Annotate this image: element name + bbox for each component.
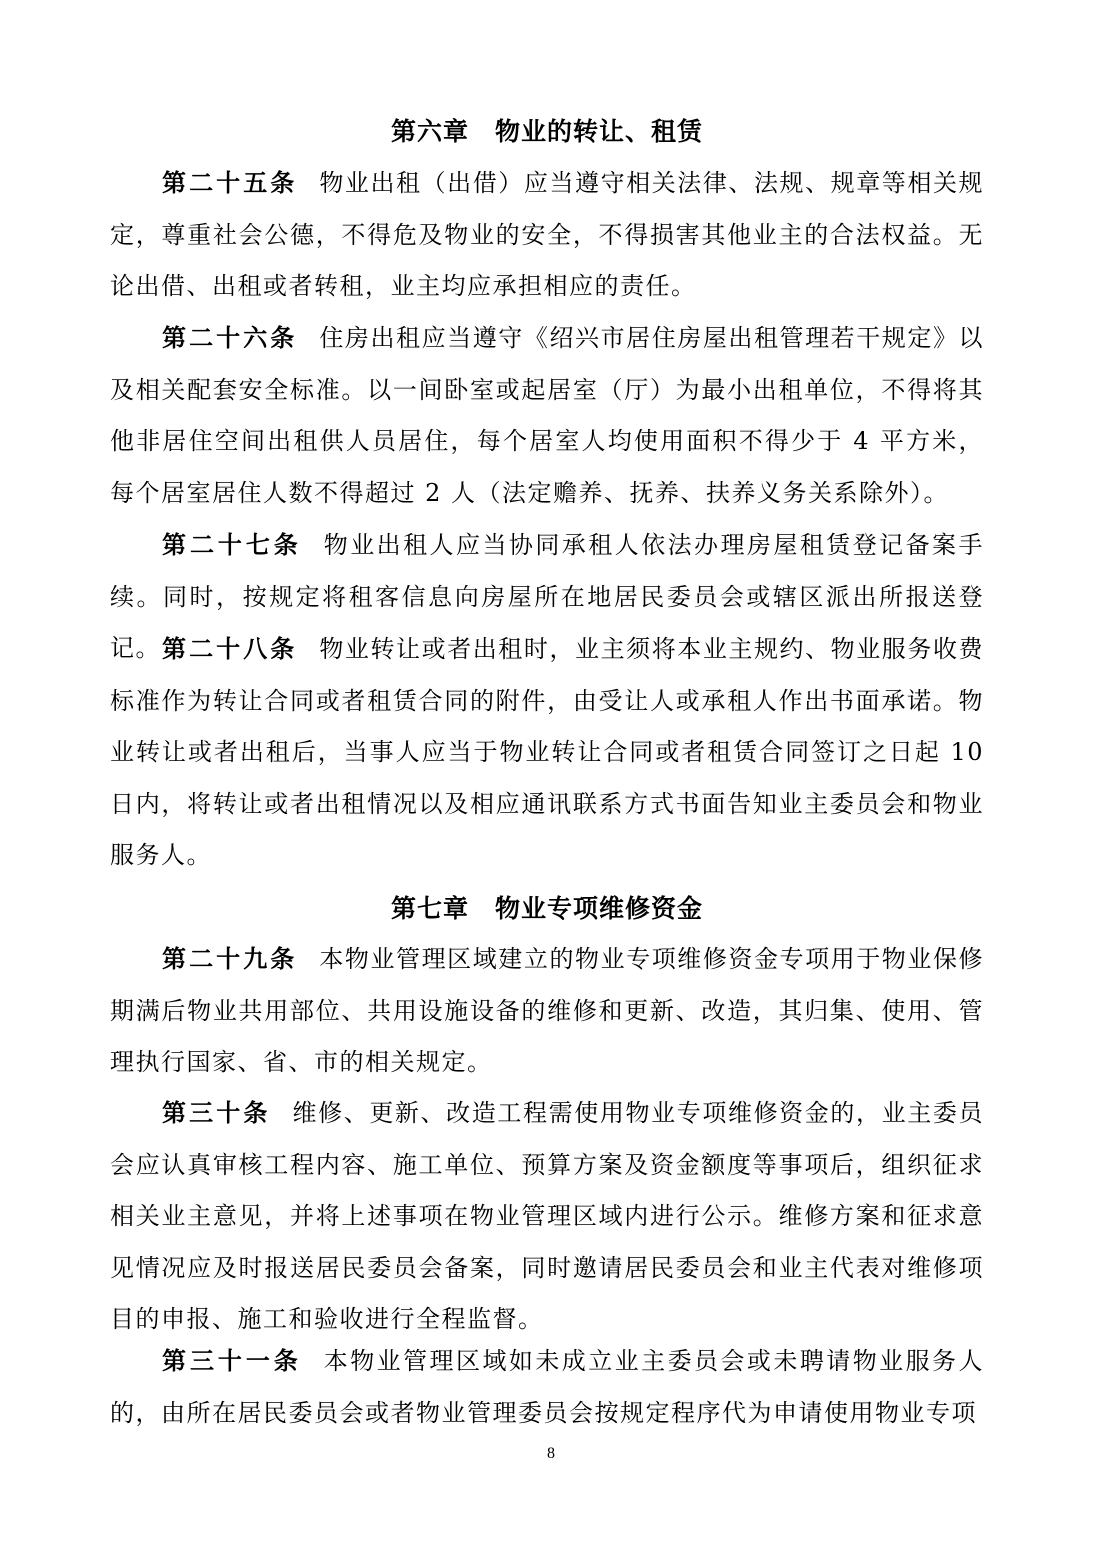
article-text: 本物业管理区域如未成立业主委员会或未聘请物业服务人的，由所在居民委员会或者物业管理委员会按规定程序代为申请使用物业专项 <box>110 1347 985 1427</box>
article-label: 第二十五条 <box>162 169 298 197</box>
article-text: 维修、更新、改造工程需使用物业专项维修资金的，业主委员会应认真审核工程内容、施工单位、预算方案及资金额度等事项后，组织征求相关业主意见，并将上述事项在物业管理区域内进行公示。维修方案和征求意见情况应及时报送居民委员会备案，同时邀请居民委员会和业主代表对维修项目的申报、施工和验收进行全程监督。 <box>110 1099 985 1333</box>
article-28 <box>110 624 984 882</box>
article-31 <box>110 1336 984 1439</box>
article-label: 第二十八条 <box>162 635 298 663</box>
chapter-title-6: 第六章 物业的转让、租赁 <box>390 117 703 146</box>
article-label: 第二十九条 <box>162 945 298 973</box>
article-label: 第三十一条 <box>162 1347 302 1375</box>
article-text: 物业出租人应当协同承租人依法办理房屋租赁登记备案手续。同时，按规定将租客信息向房屋所在地居民委员会或辖区派出所报送登记。 <box>110 531 985 662</box>
article-30 <box>110 1088 984 1346</box>
article-label: 第二十七条 <box>162 531 302 559</box>
article-text: 住房出租应当遵守《绍兴市居住房屋出租管理若干规定》以及相关配套安全标准。以一间卧室或起居室（厅）为最小出租单位，不得将其他非居住空间出租供人员居住，每个居室人均使用面积不得少于 4 平方米，每个居室居住人数不得超过 2 人（法定赡养、抚养、扶养义务关系除外）。 <box>110 324 985 507</box>
article-text: 物业转让或者出租时，业主须将本业主规约、物业服务收费标准作为转让合同或者租赁合同的附件，由受让人或承租人作出书面承诺。物业转让或者出租后，当事人应当于物业转让合同或者租赁合同签订之日起 10 日内，将转让或者出租情况以及相应通讯联系方式书面告知业主委员会和物业服务人。 <box>110 635 985 869</box>
article-25 <box>110 158 984 313</box>
article-text: 物业出租（出借）应当遵守相关法律、法规、规章等相关规定，尊重社会公德，不得危及物业的安全，不得损害其他业主的合法权益。无论出借、出租或者转租，业主均应承担相应的责任。 <box>110 169 985 300</box>
page-number: 8 <box>547 1445 555 1462</box>
article-text: 本物业管理区域建立的物业专项维修资金专项用于物业保修期满后物业共用部位、共用设施设备的维修和更新、改造，其归集、使用、管理执行国家、省、市的相关规定。 <box>110 945 985 1076</box>
article-label: 第三十条 <box>162 1099 271 1127</box>
article-label: 第二十六条 <box>162 324 298 352</box>
chapter-title-7: 第七章 物业专项维修资金 <box>390 894 703 923</box>
article-26 <box>110 313 984 519</box>
article-29 <box>110 934 984 1089</box>
